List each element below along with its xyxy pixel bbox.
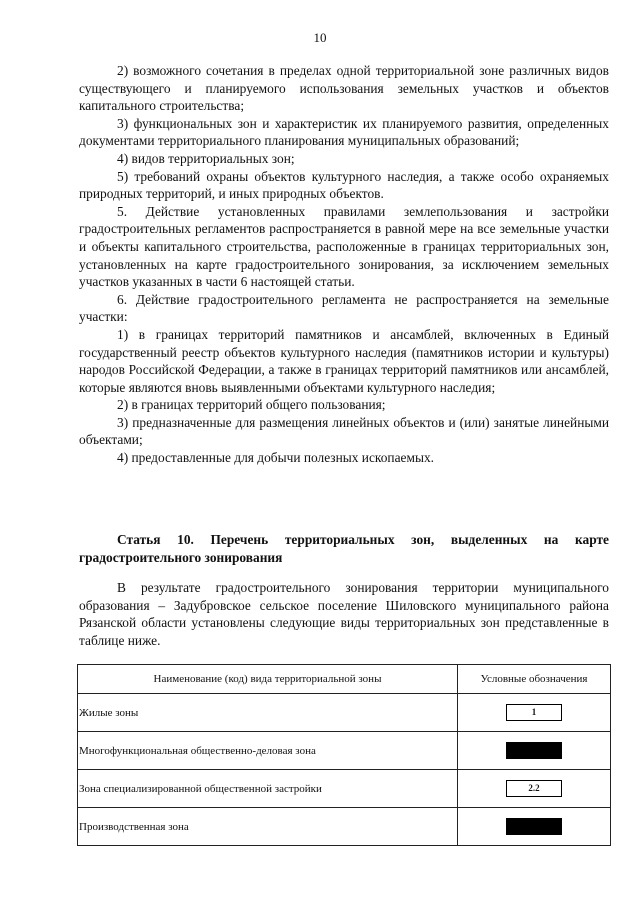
- zone-symbol-box: [506, 742, 562, 759]
- article-heading: Статья 10. Перечень территориальных зон, выделенных на карте градостроительного зонирования: [79, 532, 609, 565]
- table-row: [78, 694, 611, 732]
- zone-symbol-box: 2.2: [506, 780, 562, 797]
- paragraph: 2) в границах территорий общего пользования;: [117, 397, 386, 413]
- zone-symbol-cell: [458, 770, 611, 808]
- zone-symbol-cell: [458, 808, 611, 846]
- paragraph: 4) предоставленные для добычи полезных ископаемых.: [117, 450, 435, 466]
- body-text: [79, 62, 609, 467]
- zone-symbol-box: 1: [506, 704, 562, 721]
- page-number: 10: [313, 30, 327, 45]
- paragraph: 5) требований охраны объектов культурного наследия, а также особо охраняемых природных территорий, и иных природных объектов.: [79, 168, 609, 202]
- column-header-symbol: Условные обозначения: [458, 665, 611, 694]
- intro-paragraph: В результате градостроительного зонирования территории муниципального образования – Задубровское сельское поселение Шиловского муниципального района Рязанской области установлены следующие виды территориальных зон представленные в таблице ниже.: [79, 580, 609, 648]
- table-header-row: [78, 665, 611, 694]
- zone-symbol-cell: [458, 694, 611, 732]
- zone-symbol-box: [506, 818, 562, 835]
- paragraph: 1) в границах территорий памятников и ансамблей, включенных в Единый государственный реестр объектов культурного наследия (памятников истории и культуры) народов Российской Федерации, а также в границах территорий памятников или ансамблей, которые являются вновь выявленными объектами культурного наследия;: [79, 326, 609, 395]
- zone-name-cell: Многофункциональная общественно-деловая зона: [78, 732, 458, 770]
- paragraph: 2) возможного сочетания в пределах одной территориальной зоне различных видов существующего и планируемого использования земельных участков и объектов капитального строительства;: [79, 63, 609, 114]
- table-row: [78, 808, 611, 846]
- zone-name-cell: Жилые зоны: [78, 694, 458, 732]
- paragraph: 3) предназначенные для размещения линейных объектов и (или) занятые линейными объектами;: [79, 414, 609, 448]
- paragraph: 6. Действие градостроительного регламента не распространяется на земельные участки:: [79, 291, 609, 325]
- zones-table: [77, 664, 611, 846]
- paragraph: 4) видов территориальных зон;: [117, 150, 295, 166]
- paragraph: 3) функциональных зон и характеристик их планируемого развития, определенных документами территориального планирования муниципальных образований;: [79, 115, 609, 149]
- zone-name-cell: Производственная зона: [78, 808, 458, 846]
- column-header-zone-name: Наименование (код) вида территориальной зоны: [78, 665, 458, 694]
- zone-symbol-cell: [458, 732, 611, 770]
- paragraph: 5. Действие установленных правилами землепользования и застройки градостроительных регламентов распространяется в равной мере на все земельные участки и объекты капитального строительства, расположенные в границах территориальных зон, установленных на карте градостроительного зонирования, за исключением земельных участков указанных в части 6 настоящей статьи.: [79, 203, 609, 290]
- table-row: [78, 770, 611, 808]
- zone-name-cell: Зона специализированной общественной застройки: [78, 770, 458, 808]
- table-row: [78, 732, 611, 770]
